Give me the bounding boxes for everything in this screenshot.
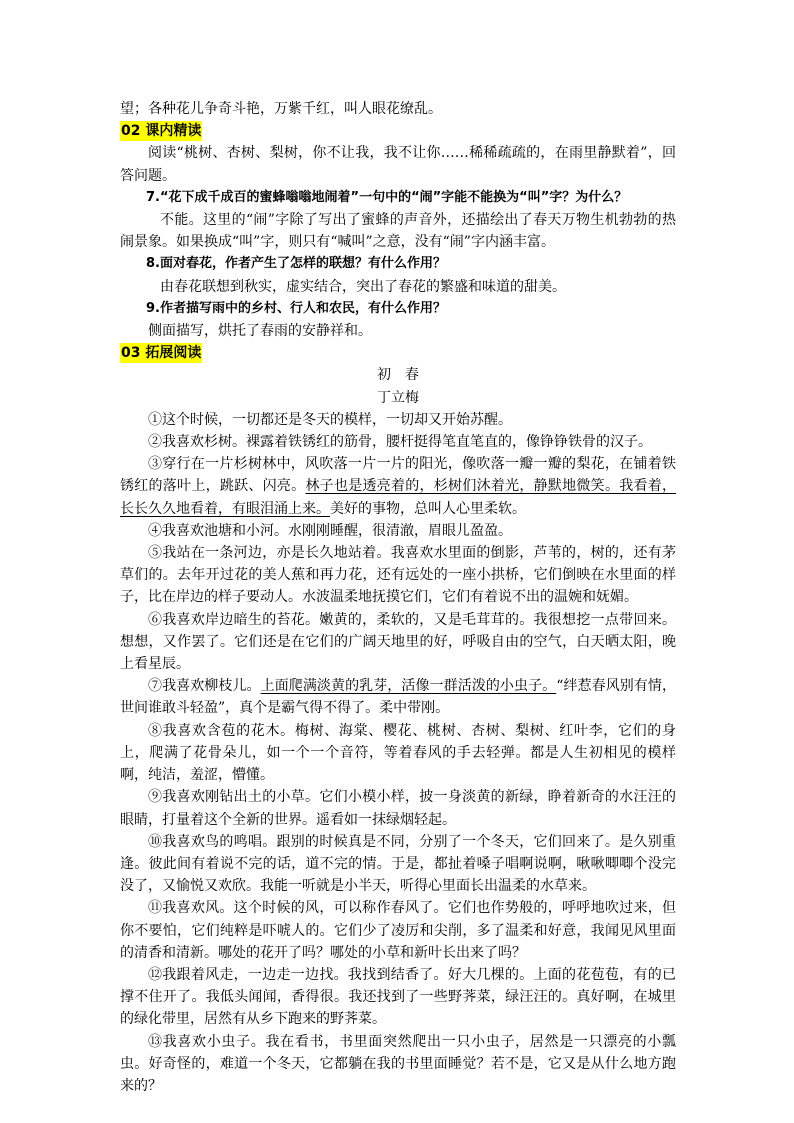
question-7: 7.“花下成千成百的蜜蜂嗡嗡地闹着”一句中的“闹”字能不能换为“叫”字？为什么？ — [146, 189, 628, 205]
paragraph-7-text-a: ⑦我喜欢柳枝儿。 — [148, 678, 261, 695]
paragraph-3-text-b: 美好的事物，总叫人心里柔软。 — [330, 500, 526, 517]
paragraph-12: ⑫我跟着风走，一边走一边找。我找到结香了。好大几棵的。上面的花苞苞，有的已撑不住开了。我低头闻闻，香得很。我还找到了一些野荠菜，绿汪汪的。真好啊，在城里的绿化带里，居然有从乡下跑来的野荠菜。 — [120, 966, 676, 1028]
article-author: 丁立梅 — [377, 389, 419, 406]
paragraph-8: ⑧我喜欢含苞的花木。梅树、海棠、樱花、桃树、杏树、梨树、红叶李，它们的身上，爬满了花骨朵儿，如一个一个音符，等着春风的手去轻弹。都是人生初相见的模样啊，纯洁，羞涩，懵懂。 — [120, 722, 676, 784]
paragraph-2: ②我喜欢杉树。裸露着铁锈红的筋骨，腰杆挺得笔直笔直的，像铮铮铁骨的汉子。 — [148, 434, 652, 451]
answer-9: 侧面描写，烘托了春雨的安静祥和。 — [148, 323, 372, 340]
paragraph-7-underlined: 上面爬满淡黄的乳芽，活像一群活泼的小虫子。 — [260, 678, 557, 695]
paragraph-1: ①这个时候，一切都还是冬天的模样，一切却又开始苏醒。 — [148, 411, 512, 428]
paragraph-3-text-a: ③穿行在一片杉树林中，风吹落一片一片的阳光，像吹落一瓣一瓣的梨花，在铺着铁锈红的落叶上，跳跃、闪亮。 — [120, 456, 676, 495]
answer-8: 由春花联想到秋实，虚实结合，突出了春花的繁盛和味道的甜美。 — [160, 278, 566, 295]
paragraph-7 — [120, 675, 676, 719]
section-heading-classroom-reading — [120, 120, 676, 142]
article-title: 初 春 — [377, 367, 419, 384]
paragraph-13: ⑬我喜欢小虫子。我在看书，书里面突然爬出一只小虫子，居然是一只漂亮的小瓢虫。好奇怪的，难道一个冬天，它都躺在我的书里面睡觉？若不是，它又是从什么地方跑来的？ — [120, 1033, 676, 1094]
paragraph-11: ⑪我喜欢风。这个时候的风，可以称作春风了。它们也作势般的，呼呼地吹过来，但你不要怕，它们纯粹是吓唬人的。它们少了凌厉和尖削，多了温柔和好意，我闻见风里面的清香和清新。哪处的花开了吗？哪处的小草和新叶长出来了吗？ — [120, 900, 676, 961]
paragraph-7-text-b: “绊惹春风别有情，世间谁敢斗轻盈”，真个是霸气得不得了。柔中带刚。 — [120, 678, 677, 717]
paragraph-9: ⑨我喜欢刚钻出土的小草。它们小模小样，披一身淡黄的新绿，睁着新奇的水汪汪的眼睛，打量着这个全新的世界。遥看如一抹绿烟轻起。 — [120, 789, 676, 828]
paragraph-10: ⑩我喜欢鸟的鸣唱。跟别的时候真是不同，分别了一个冬天，它们回来了。是久别重逢。彼此间有着说不完的话，道不完的情。于是，都扯着嗓子唱啊说啊，啾啾唧唧个没完没了，又愉悦又欢欣。我能一听就是小半天，听得心里面长出温柔的水草来。 — [120, 833, 676, 895]
paragraph-3-underlined: 林子也是透亮着的，杉树们沐着光，静默地微笑。我看着，长长久久地看着，有眼泪涌上来。 — [120, 478, 676, 517]
question-8: 8.面对春花，作者产生了怎样的联想？有什么作用？ — [146, 256, 446, 272]
document-page — [120, 98, 676, 1097]
paragraph-5: ⑤我站在一条河边，亦是长久地站着。我喜欢水里面的倒影，芦苇的，树的，还有茅草们的。去年开过花的美人蕉和再力花，还有远处的一座小拱桥，它们倒映在水里面的样子，比在岸边的样子要动人。水波温柔地抚摸它们，它们有着说不出的温婉和妩媚。 — [120, 545, 676, 606]
paragraph-3 — [120, 453, 676, 520]
answer-7: 不能。这里的“闹”字除了写出了蜜蜂的声音外，还描绘出了春天万物生机勃勃的热闹景象。如果换成“叫”字，则只有“喊叫”之意，没有“闹”字内涵丰富。 — [120, 212, 676, 251]
paragraph-4: ④我喜欢池塘和小河。水刚刚睡醒，很清澈，眉眼儿盈盈。 — [148, 522, 512, 539]
reading-prompt: 阅读“桃树、杏树、梨树，你不让我，我不让你……稀稀疏疏的，在雨里静默着”，回答问题。 — [120, 145, 676, 184]
highlight-heading: 03 拓展阅读 — [121, 345, 202, 362]
highlight-heading: 02 课内精读 — [121, 123, 202, 140]
paragraph-6: ⑥我喜欢岸边暗生的苔花。嫩黄的，柔软的，又是毛茸茸的。我很想挖一点带回来。想想，又作罢了。它们还是在它们的广阔天地里的好，呼吸自由的空气，白天晒太阳，晚上看星辰。 — [120, 611, 676, 673]
question-9: 9.作者描写雨中的乡村、行人和农民，有什么作用？ — [146, 300, 446, 316]
intro-line: 望；各种花儿争奇斗艳，万紫千红，叫人眼花缭乱。 — [120, 101, 442, 117]
section-heading-extended-reading — [120, 342, 676, 364]
